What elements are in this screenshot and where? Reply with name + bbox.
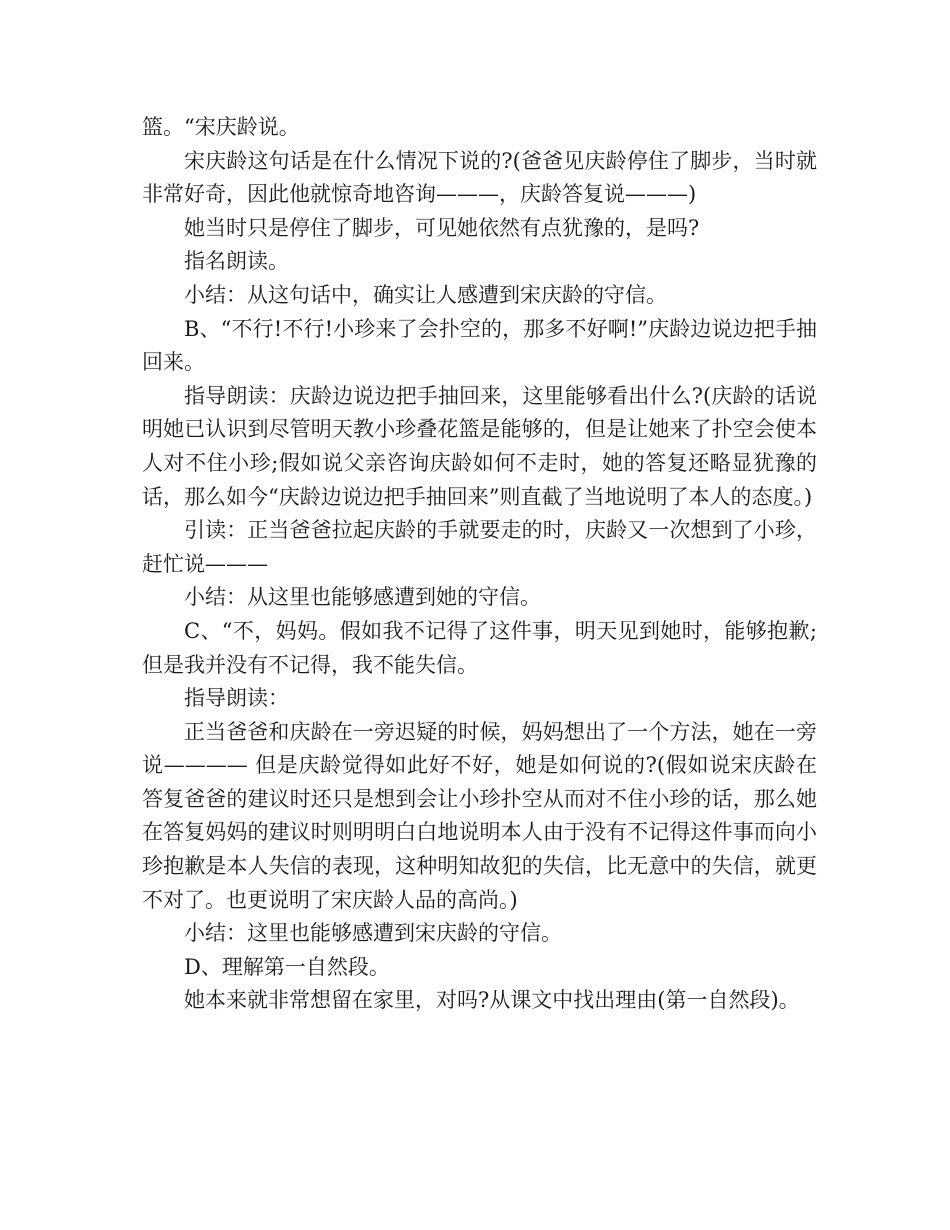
paragraph: 引读：正当爸爸拉起庆龄的手就要走的时，庆龄又一次想到了小珍，赶忙说———	[142, 518, 817, 576]
paragraph: D、理解第一自然段。	[184, 954, 390, 979]
paragraph: C、“不，妈妈。假如我不记得了这件事，明天见到她时，能够抱歉;但是我并没有不记得，我不能失信。	[142, 618, 817, 677]
paragraph: 宋庆龄这句话是在什么情况下说的?(爸爸见庆龄停住了脚步，当时就非常好奇，因此他就惊奇地咨询———，庆龄答复说———)	[142, 148, 817, 207]
paragraph: 她本来就非常想留在家里，对吗?从课文中找出理由(第一自然段)。	[184, 988, 800, 1013]
paragraph: 她当时只是停住了脚步，可见她依然有点犹豫的，是吗?	[184, 215, 700, 240]
paragraph: 指名朗读。	[184, 249, 289, 274]
paragraph: 小结：这里也能够感遭到宋庆龄的守信。	[184, 921, 562, 946]
paragraph: B、“不行!不行!小珍来了会扑空的，那多不好啊!”庆龄边说边把手抽回来。	[142, 316, 817, 375]
document-body	[142, 111, 817, 1018]
paragraph: 正当爸爸和庆龄在一旁迟疑的时候，妈妈想出了一个方法，她在一旁说———— 但是庆龄觉得如此好不好，她是如何说的?(假如说宋庆龄在答复爸爸的建议时还只是想到会让小珍扑空从而对不住小珍的话，那么她在答复妈妈的建议时则明明白白地说明本人由于没有不记得这件事而向小珍抱歉是本人失信的表现，这种明知故犯的失信，比无意中的失信，就更不对了。也更说明了宋庆龄人品的高尚。)	[142, 719, 817, 912]
paragraph: 指导朗读：庆龄边说边把手抽回来，这里能够看出什么?(庆龄的话说明她已认识到尽管明天教小珍叠花篮是能够的，但是让她来了扑空会使本人对不住小珍;假如说父亲咨询庆龄如何不走时，她的答复还略显犹豫的话，那么如今“庆龄边说边把手抽回来”则直截了当地说明了本人的态度。)	[142, 383, 817, 509]
paragraph: 篮。“宋庆龄说。	[142, 115, 300, 139]
paragraph: 小结：从这句话中，确实让人感遭到宋庆龄的守信。	[184, 282, 667, 307]
paragraph: 指导朗读：	[184, 686, 289, 711]
paragraph: 小结：从这里也能够感遭到她的守信。	[184, 585, 541, 610]
